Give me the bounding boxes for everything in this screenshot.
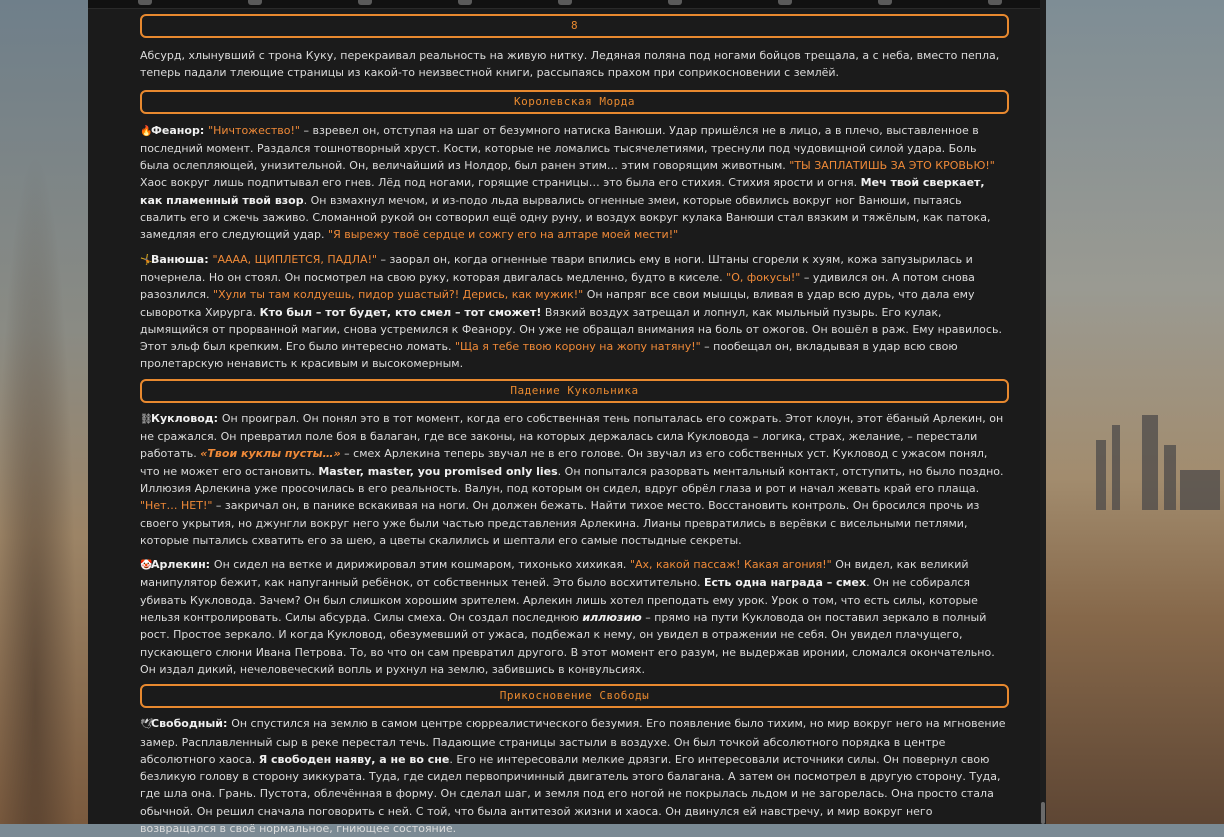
- text-run-b: Есть одна награда – смех: [704, 576, 867, 590]
- story-paragraph-feanor: [140, 122, 1009, 244]
- text-run-b: Ванюша:: [151, 252, 213, 266]
- toolbar-icon[interactable]: [248, 0, 262, 5]
- rock-spire: [1096, 440, 1106, 510]
- text-run-b: Феанор:: [151, 123, 209, 137]
- text-run: Вязкий воздух затрещал и лопнул, как мыльный пузырь. Его кулак, дымящийся от прорванной магии, снова устремился к Феанору. Он уже не обращал внимания на боль от ожогов. Он вошёл в раж. Ему нравилось. Этот эльф был крепким. Его было интересно ломать.: [140, 305, 1002, 354]
- text-run: – закричал он, в панике вскакивая на ноги. Он должен бежать. Найти тихое место. Восстановить контроль. Он бросился прочь из своего укрытия, но джунгли вокруг него уже были частью представления Арлекина. Лианы превратились в верёвки с висельными петлями, которые пытались схватить его за шею, а цветы скалились и шептали его самые постыдные секреты.: [140, 499, 980, 547]
- speaker-emoji-icon: ⛓: [140, 413, 153, 425]
- text-run: Он спустился на землю в самом центре сюрреалистического безумия. Его появление было тихим, но мир вокруг него на мгновение замер. Расплавленный сыр в реке перестал течь. Падающие страницы застыли в воздухе. Он был точкой абсолютного порядка в центре абсолютного хаоса.: [140, 717, 1006, 766]
- story-paragraph-harlequin: [140, 556, 1009, 678]
- text-run-q: "О, фокусы!": [726, 270, 801, 284]
- toolbar-icon[interactable]: [988, 0, 1002, 5]
- toolbar-icon[interactable]: [778, 0, 792, 5]
- toolbar-icon[interactable]: [668, 0, 682, 5]
- text-run: Он проиграл. Он понял это в тот момент, когда его собственная тень попыталась его сожрать. Этот клоун, этот ёбаный Арлекин, он не сражался. Он превратил поле боя в балаган, где все законы, на которых держалась сила Кукловода – логика, страх, желание, – перестали работать.: [140, 411, 1004, 461]
- text-run-qi: «Твои куклы пусты…»: [200, 447, 341, 461]
- text-run-q: "Хули ты там колдуешь, пидор ушастый?! Дерись, как мужик!": [213, 288, 584, 302]
- text-run: – смех Арлекина теперь звучал не в его голове. Он звучал из его собственных уст. Кукловод с ужасом понял, что не может его остановить.: [140, 447, 988, 478]
- text-run-b: Кто был – тот будет, кто смел – тот сможет!: [259, 305, 542, 319]
- text-run-q: "Ах, какой пассаж! Какая агония!": [629, 558, 832, 572]
- text-run: Он сидел на ветке и дирижировал этим кошмаром, тихонько хихикая.: [213, 558, 630, 572]
- toolbar-icon[interactable]: [558, 0, 572, 5]
- text-run-b: Я свободен наяву, а не во сне: [258, 752, 450, 766]
- text-run-q: "Ничтожество!": [208, 123, 300, 137]
- story-paragraph-puppeteer: [140, 410, 1009, 549]
- text-run-q: "АААА, ЩИПЛЕТСЯ, ПАДЛА!": [212, 252, 378, 266]
- scrollbar-track[interactable]: [1040, 0, 1046, 824]
- story-paragraph: [140, 47, 1009, 82]
- section-header-puppeteer-fall: Падение Кукольника: [140, 379, 1009, 403]
- text-run-b: Свободный:: [151, 717, 232, 731]
- speaker-emoji-icon: 🤡: [140, 560, 153, 572]
- rock-spire: [1164, 445, 1176, 510]
- speaker-emoji-icon: 🔥: [140, 125, 153, 137]
- speaker-emoji-icon: 🤸: [140, 254, 153, 266]
- text-run: – заорал он, когда огненные твари впились ему в ноги. Штаны сгорели к хуям, кожа запузырилась и почернела. Но он стоял. Он посмотрел на свою руку, которая двигалась медленно, будто в киселе.: [140, 252, 973, 284]
- text-run: – пообещал он, вкладывая в удар всю свою пролетарскую ненависть к красивым и высокомерным.: [140, 340, 958, 371]
- text-run: – взревел он, отступая на шаг от безумного натиска Ванюши. Удар пришёлся не в лицо, а в плечо, выставленное в последний момент. Раздался тошнотворный хруст. Кости, которые не ломались тысячелетиями, треснули под чудовищной силой удара. Боль была ослепляющей, унизительной. Он, величайший из Нолдор, был ранен этим… этим говорящим животным.: [140, 123, 979, 173]
- text-run: Он видел, как великий манипулятор бежит, как напуганный ребёнок, от собственных теней. Это было восхитительно.: [140, 558, 969, 590]
- text-run-b: Кукловод:: [151, 411, 222, 425]
- section-header-freedom-touch: Прикосновение Свободы: [140, 684, 1009, 708]
- chat-message-panel: [88, 0, 1046, 835]
- story-paragraph-vanyusha: [140, 251, 1009, 373]
- text-run: . Он не собирался убивать Кукловода. Зачем? Он был слишком хорошим зрителем. Арлекин лишь хотел преподать ему урок. Урок о том, что есть силы, которые нельзя контролировать. Силы абсурда. Силы смеха. Он создал последнюю: [140, 576, 978, 625]
- text-run: Абсурд, хлынувший с трона Куку, перекраивал реальность на живую нитку. Ледяная поляна под ногами бойцов трещала, а с неба, вместо пепла, теперь падали тлеющие страницы из какой-то неизвестной книги, рассыпаясь прахом при соприкосновении с землёй.: [140, 49, 1000, 80]
- text-run-b: Меч твой сверкает, как пламенный твой взор: [140, 176, 985, 207]
- story-paragraph-free-one: [140, 715, 1009, 837]
- text-run-q: "Я вырежу твоё сердце и сожгу его на алтаре моей мести!": [328, 228, 679, 242]
- text-run: . Он взмахнул мечом, и из-подо льда вырвались огненные змеи, которые обвились вокруг ног Ванюши, пытаясь свалить его и сжечь заживо. Сломанной рукой он сотворил ещё одну руну, и воздух вокруг кулака Ванюши стал вязким и тяжёлым, как патока, замедляя его следующий удар.: [140, 193, 991, 242]
- section-header-royal-muzzle: Королевская Морда: [140, 90, 1009, 114]
- rock-spire: [1112, 425, 1120, 510]
- text-run-q: "Нет… НЕТ!": [140, 499, 213, 513]
- text-run: . Его не интересовали мелкие дрязги. Его интересовали источники силы. Он повернул свою безликую голову в сторону зиккурата. Туда, где сидел первопричинный двигатель этого балагана. А затем он посмотрел в другую сторону. Туда, где шла она. Грань. Пустота, облечённая в форму. Он сделал шаг, и земля под его ногой не покрылась льдом и не загорелась. Она просто стала обычной. Он решил сначала поговорить с ней. С той, что была антитезой жизни и хаоса. Он двинулся ей навстречу, и мир вокруг него возвращался в своё нормальное, гниющее состояние.: [140, 752, 1001, 835]
- speaker-emoji-icon: 🕊: [140, 719, 153, 731]
- text-run: – удивился он. А потом снова разозлился.: [140, 270, 975, 302]
- section-header-8: 8: [140, 14, 1009, 38]
- text-run: . Он попытался разорвать ментальный контакт, отступить, но было поздно. Иллюзия Арлекина уже просочилась в его реальность. Валун, под которым он сидел, вдруг обрёл глаза и рот и начал жевать край его плаща.: [140, 464, 1004, 495]
- text-run-bi: иллюзию: [582, 611, 642, 625]
- toolbar-icon[interactable]: [878, 0, 892, 5]
- rock-spire: [1180, 470, 1220, 510]
- background-landscape-right: [1046, 0, 1224, 824]
- text-run: Хаос вокруг лишь подпитывал его гнев. Лёд под ногами, горящие страницы… это была его стихия. Стихия ярости и огня.: [140, 176, 861, 190]
- rock-spire: [1142, 415, 1158, 510]
- toolbar-icon[interactable]: [458, 0, 472, 5]
- toolbar-strip: [88, 0, 1046, 9]
- text-run: Он напряг все свои мышцы, вливая в удар всю дурь, что дала ему сыворотка Хирурга.: [140, 288, 975, 319]
- background-landscape-left: [0, 0, 88, 824]
- text-run: – прямо на пути Кукловода он поставил зеркало в полный рост. Простое зеркало. И когда Кукловод, обезумевший от ужаса, подбежал к нему, он увидел в отражении не себя. Он увидел плачущего, пускающего слюни Ивана Петрова. То, во что он сам превратил другого. В этот момент его разум, не выдержав иронии, сломался окончательно. Он издал дикий, нечеловеческий вопль и рухнул на землю, забившись в конвульсиях.: [140, 611, 995, 676]
- text-run-b: Master, master, you promised only lies: [318, 464, 558, 478]
- text-run-q: "ТЫ ЗАПЛАТИШЬ ЗА ЭТО КРОВЬЮ!": [789, 159, 995, 173]
- message-body: [140, 14, 1009, 837]
- text-run-q: "Ща я тебе твою корону на жопу натяну!": [454, 340, 701, 354]
- text-run-b: Арлекин:: [151, 558, 214, 572]
- scrollbar-thumb[interactable]: [1041, 802, 1045, 824]
- toolbar-icon[interactable]: [358, 0, 372, 5]
- toolbar-icon[interactable]: [138, 0, 152, 5]
